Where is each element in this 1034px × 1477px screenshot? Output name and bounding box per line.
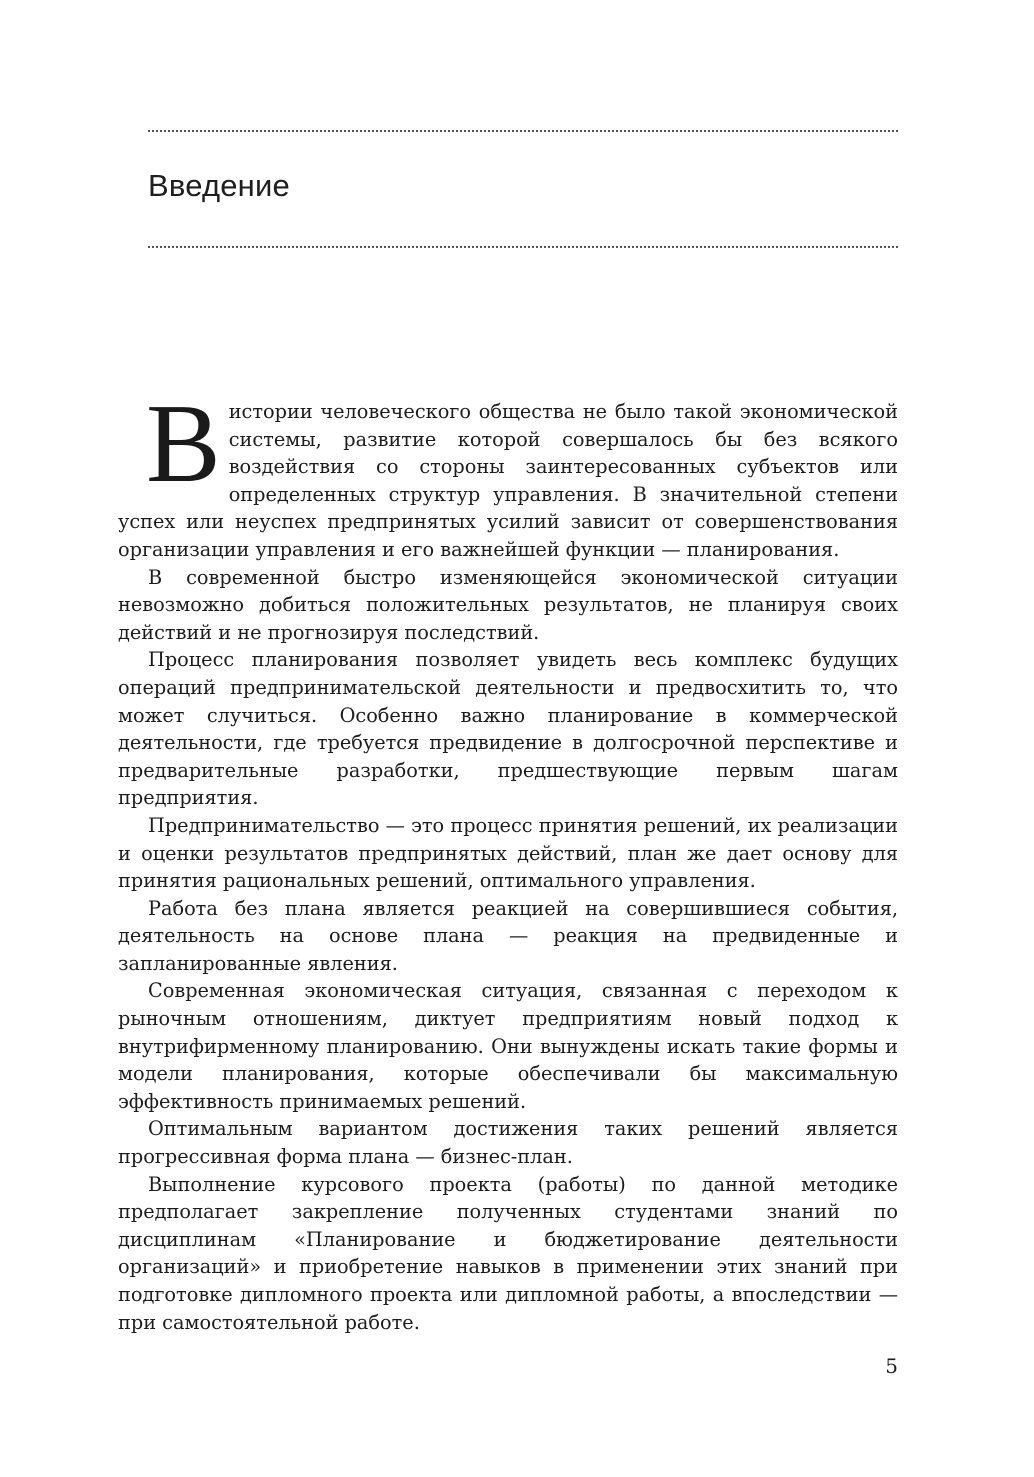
title-top-dotted-rule — [148, 130, 898, 132]
paragraph: Процесс планирования позволяет увидеть весь комплекс будущих операций предпринимательской деятельности и предвосхитить то, что может случиться. Особенно важно планирование в коммерческой деятельности, где требуется предвидение в долгосрочной перспективе и предварительные разработки, предшествующие первым шагам предприятия. — [118, 648, 898, 810]
paragraph-intro — [118, 382, 898, 564]
chapter-title: Введение — [148, 168, 290, 203]
paragraph: Предпринимательство — это процесс принятия решений, их реализации и оценки результатов предпринятых действий, план же дает основу для принятия рациональных решений, оптимального управления. — [118, 813, 898, 893]
drop-cap: В — [146, 382, 221, 506]
paragraph: В современной быстро изменяющейся экономической ситуации невозможно добиться положительных результатов, не планируя своих действий и не прогнозируя последствий. — [118, 565, 898, 644]
title-bottom-dotted-rule — [148, 246, 898, 248]
page-number: 5 — [885, 1354, 898, 1378]
paragraph: Современная экономическая ситуация, связанная с переходом к рыночным отношениям, диктует предприятиям новый подход к внутрифирменному планированию. Они вынуждены искать такие формы и модели планирования, которые обеспечивали бы максимальную эффективность принимаемых решений. — [118, 979, 898, 1113]
body-text — [118, 382, 898, 1336]
paragraph-intro-text: истории человеческого общества не было такой экономической системы, развитие которой совершалось бы без всякого воздействия со стороны заинтересованных субъектов или определенных структур управления. В значительной степени успех или неуспех предпринятых усилий зависит от совершенствования организации управления и его важнейшей функции — планирования. — [118, 400, 898, 561]
paragraph: Выполнение курсового проекта (работы) по данной методике предполагает закрепление полученных студентами знаний по дисциплинам «Планирование и бюджетирование деятельности организаций» и приобретение навыков в применении этих знаний при подготовке дипломного проекта или дипломной работы, а впоследствии — при самостоятельной работе. — [118, 1172, 898, 1334]
paragraph: Оптимальным вариантом достижения таких решений является прогрессивная форма плана — бизнес-план. — [118, 1117, 898, 1169]
paragraph: Работа без плана является реакцией на совершившиеся события, деятельность на основе плана — реакция на предвиденные и запланированные явления. — [118, 896, 898, 975]
